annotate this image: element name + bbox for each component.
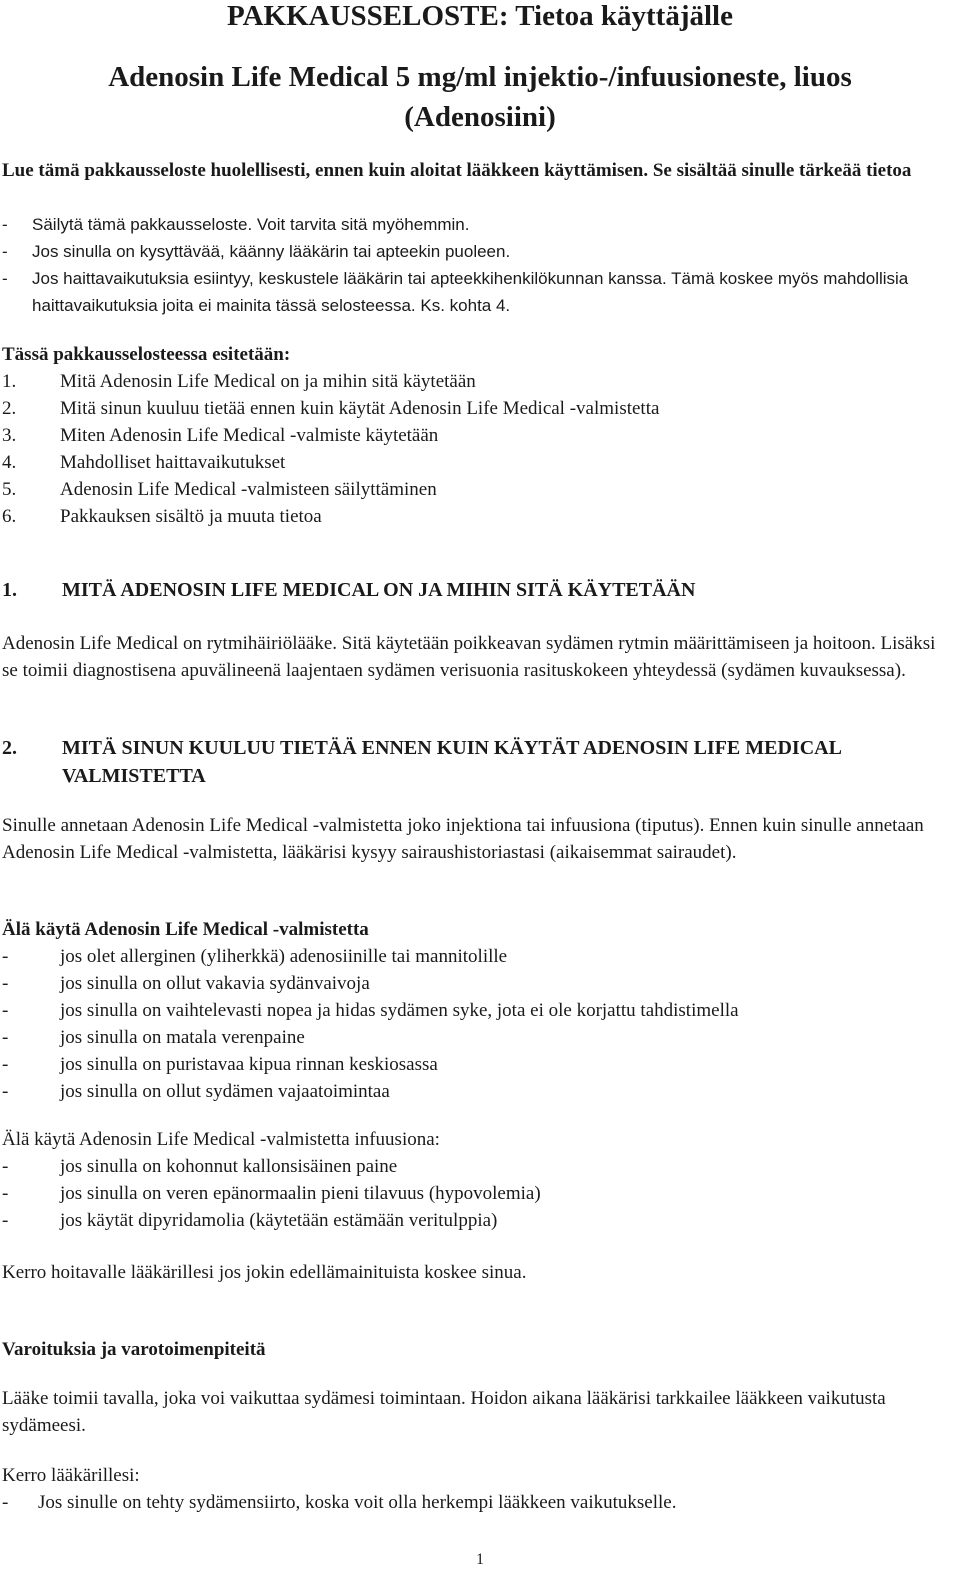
section-number: 2. (2, 737, 17, 759)
product-name (0, 57, 960, 137)
list-item (2, 1489, 954, 1516)
bullet-mark: - (2, 1000, 9, 1021)
bullet-mark: - (2, 1183, 9, 1204)
toc-list (2, 368, 954, 530)
list-item (2, 1207, 954, 1234)
list-item (2, 1153, 954, 1180)
list-item (2, 970, 954, 997)
page-number: 1 (476, 1551, 484, 1568)
list-item-text: jos sinulla on veren epänormaalin pieni tilavuus (hypovolemia) (60, 1183, 541, 1204)
section2-heading (2, 734, 954, 790)
bullet-mark: - (2, 1492, 9, 1513)
bullet-mark: - (2, 242, 8, 261)
list-item-text: jos olet allerginen (yliherkkä) adenosiinille tai mannitolille (60, 946, 508, 967)
toc-number: 3. (2, 425, 17, 446)
intro-bullet (2, 238, 954, 265)
list-item (2, 997, 954, 1024)
toc-number: 1. (2, 371, 17, 392)
tell-doctor-label: Kerro lääkärillesi: (2, 1465, 140, 1486)
toc-item (2, 368, 954, 395)
toc-number: 5. (2, 479, 17, 500)
section1-heading (2, 576, 954, 604)
toc-text: Mahdolliset haittavaikutukset (60, 452, 286, 473)
toc-number: 6. (2, 506, 17, 527)
document-title: PAKKAUSSELOSTE: Tietoa käyttäjälle (227, 0, 733, 32)
list-item (2, 1078, 954, 1105)
product-name-line1: Adenosin Life Medical 5 mg/ml injektio-/infuusioneste, liuos (108, 61, 852, 93)
bullet-mark: - (2, 215, 8, 234)
bullet-mark: - (2, 1027, 9, 1048)
list-item (2, 1051, 954, 1078)
toc-text: Mitä sinun kuuluu tietää ennen kuin käytät Adenosin Life Medical -valmistetta (60, 398, 660, 419)
do-not-use-list (2, 943, 954, 1105)
toc-item (2, 449, 954, 476)
section-title: MITÄ SINUN KUULUU TIETÄÄ ENNEN KUIN KÄYTÄT ADENOSIN LIFE MEDICAL VALMISTETTA (62, 737, 841, 787)
warnings-body: Lääke toimii tavalla, joka voi vaikuttaa sydämesi toimintaan. Hoidon aikana lääkärisi tarkkailee lääkkeen vaikutusta sydämeesi. (2, 1388, 886, 1436)
intro-bullet (2, 211, 954, 238)
tell-doctor-note: Kerro hoitavalle lääkärillesi jos jokin edellämainituista koskee sinua. (2, 1262, 527, 1283)
infusion-heading: Älä käytä Adenosin Life Medical -valmistetta infuusiona: (2, 1129, 440, 1150)
bullet-mark: - (2, 269, 8, 288)
toc-number: 2. (2, 398, 17, 419)
bullet-text: Jos haittavaikutuksia esiintyy, keskustele lääkärin tai apteekkihenkilökunnan kanssa. Tämä koskee myös mahdollisia haittavaikutuksia joita ei mainita tässä selosteessa. Ks. kohta 4. (32, 269, 909, 315)
section2-body: Sinulle annetaan Adenosin Life Medical -valmistetta joko injektiona tai infuusiona (tiputus). Ennen kuin sinulle annetaan Adenosin Life Medical -valmistetta, lääkärisi kysyy sairaushistoriastasi (aikaisemmat sairaudet). (2, 815, 924, 863)
toc-text: Pakkauksen sisältö ja muuta tietoa (60, 506, 322, 527)
toc-text: Adenosin Life Medical -valmisteen säilyttäminen (60, 479, 437, 500)
list-item-text: jos sinulla on matala verenpaine (60, 1027, 305, 1048)
bullet-mark: - (2, 1081, 9, 1102)
bullet-text: Säilytä tämä pakkausseloste. Voit tarvita sitä myöhemmin. (32, 215, 470, 234)
bullet-mark: - (2, 1054, 9, 1075)
list-item-text: jos käytät dipyridamolia (käytetään estämään veritulppia) (60, 1210, 498, 1231)
infusion-list (2, 1153, 954, 1234)
list-item-text: Jos sinulle on tehty sydämensiirto, koska voit olla herkempi lääkkeen vaikutukselle. (38, 1492, 677, 1513)
list-item-text: jos sinulla on ollut vakavia sydänvaivoja (60, 973, 370, 994)
tell-doctor-list (2, 1489, 954, 1516)
list-item (2, 1024, 954, 1051)
warnings-heading: Varoituksia ja varotoimenpiteitä (2, 1339, 266, 1360)
list-item-text: jos sinulla on ollut sydämen vajaatoimintaa (60, 1081, 390, 1102)
toc-heading: Tässä pakkausselosteessa esitetään: (2, 344, 291, 365)
toc-item (2, 476, 954, 503)
toc-text: Mitä Adenosin Life Medical on ja mihin sitä käytetään (60, 371, 476, 392)
section-title: MITÄ ADENOSIN LIFE MEDICAL ON JA MIHIN SITÄ KÄYTETÄÄN (62, 579, 696, 601)
bullet-mark: - (2, 1210, 9, 1231)
toc-text: Miten Adenosin Life Medical -valmiste käytetään (60, 425, 439, 446)
toc-item (2, 422, 954, 449)
section1-body: Adenosin Life Medical on rytmihäiriölääke. Sitä käytetään poikkeavan sydämen rytmin määrittämiseen ja hoitoon. Lisäksi se toimii diagnostisena apuvälineenä laajentaen sydämen verisuonia rasituskokeen yhteydessä (sydämen kuvauksessa). (2, 633, 936, 681)
toc-item (2, 395, 954, 422)
bullet-mark: - (2, 1156, 9, 1177)
list-item-text: jos sinulla on kohonnut kallonsisäinen paine (60, 1156, 398, 1177)
intro-bullets (2, 211, 954, 319)
intro-bullet (2, 265, 954, 319)
toc-number: 4. (2, 452, 17, 473)
list-item (2, 943, 954, 970)
bullet-mark: - (2, 946, 9, 967)
section-number: 1. (2, 579, 17, 601)
do-not-use-heading: Älä käytä Adenosin Life Medical -valmistetta (2, 919, 369, 940)
bullet-mark: - (2, 973, 9, 994)
toc-item (2, 503, 954, 530)
product-name-line2: (Adenosiini) (404, 101, 556, 133)
intro-text: Lue tämä pakkausseloste huolellisesti, ennen kuin aloitat lääkkeen käyttämisen. Se sisältää sinulle tärkeää tietoa (2, 160, 912, 181)
list-item-text: jos sinulla on puristavaa kipua rinnan keskiosassa (60, 1054, 438, 1075)
list-item-text: jos sinulla on vaihtelevasti nopea ja hidas sydämen syke, jota ei ole korjattu tahdistimella (60, 1000, 739, 1021)
list-item (2, 1180, 954, 1207)
bullet-text: Jos sinulla on kysyttävää, käänny lääkärin tai apteekin puoleen. (32, 242, 511, 261)
